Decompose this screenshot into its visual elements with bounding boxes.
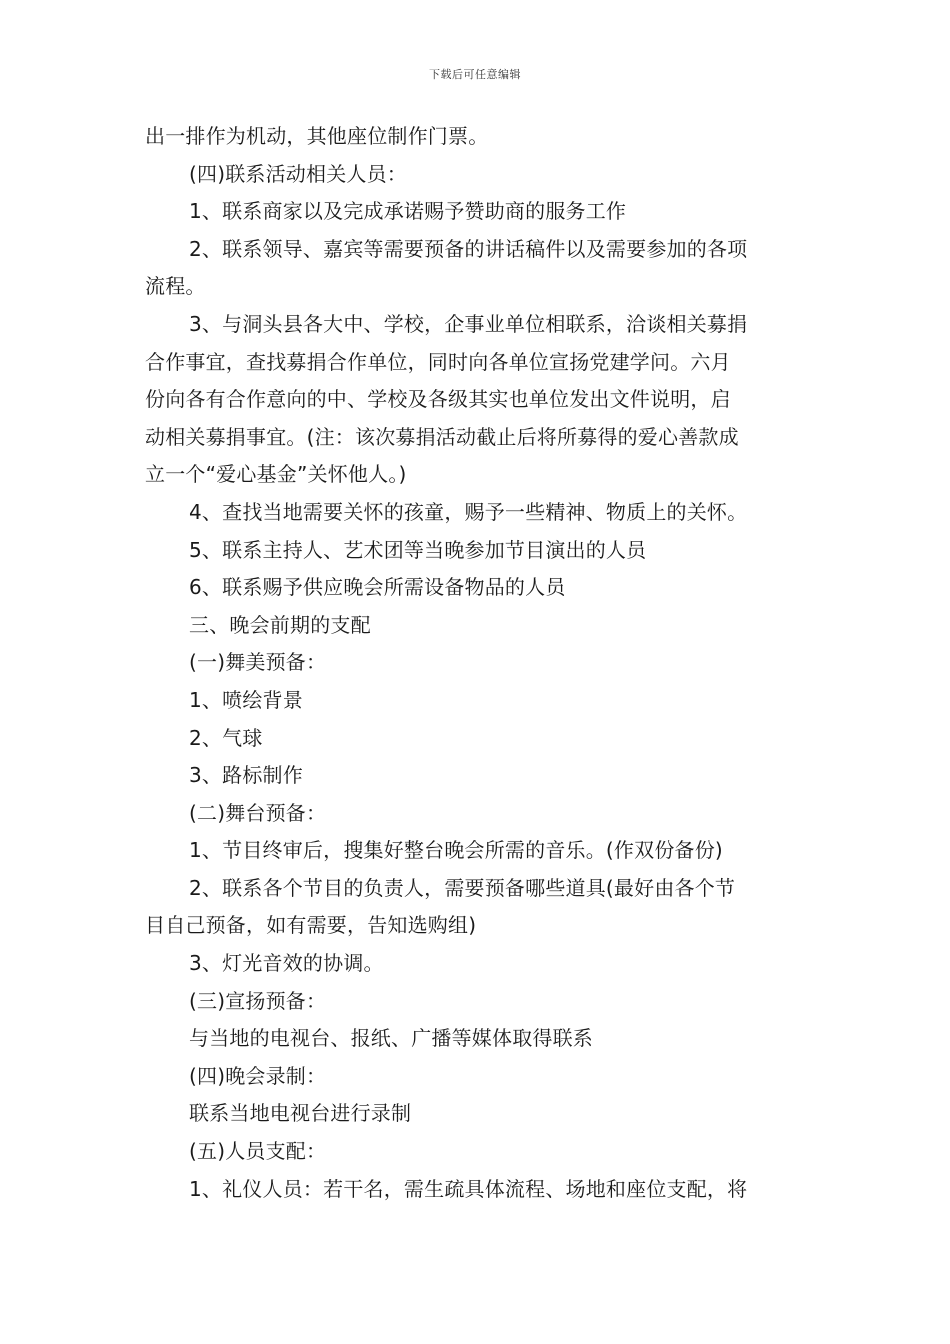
list-item: 1、联系商家以及完成承诺赐予赞助商的服务工作 [189, 199, 627, 224]
document-body [145, 118, 810, 1208]
paragraph-line: 与当地的电视台、报纸、广播等媒体取得联系 [189, 1026, 593, 1051]
section-heading: (四)联系活动相关人员： [189, 161, 408, 186]
section-heading: 三、晚会前期的支配 [189, 612, 371, 637]
paragraph-line: 动相关募捐事宜。(注：该次募捐活动截止后将所募得的爱心善款成 [145, 424, 739, 449]
paragraph-line: 份向各有合作意向的中、学校及各级其实也单位发出文件说明，启 [145, 387, 731, 412]
list-item: 1、礼仪人员：若干名，需生疏具体流程、场地和座位支配，将 [189, 1176, 748, 1201]
paragraph-line: 联系当地电视台进行录制 [189, 1101, 412, 1126]
list-item: 2、联系各个节目的负责人，需要预备哪些道具(最好由各个节 [189, 875, 736, 900]
list-item: 6、联系赐予供应晚会所需设备物品的人员 [189, 575, 566, 600]
paragraph-line: 出一排作为机动，其他座位制作门票。 [145, 124, 489, 148]
list-item: 3、路标制作 [189, 763, 303, 788]
list-item: 5、联系主持人、艺术团等当晚参加节目演出的人员 [189, 537, 647, 562]
list-item: 3、灯光音效的协调。 [189, 951, 384, 976]
page-header-note: 下载后可任意编辑 [429, 68, 521, 81]
list-item: 1、喷绘背景 [189, 687, 303, 712]
section-heading: (一)舞美预备： [189, 650, 327, 675]
section-heading: (五)人员支配： [189, 1139, 327, 1164]
list-item: 2、联系领导、嘉宾等需要预备的讲话稿件以及需要参加的各项 [189, 236, 748, 261]
paragraph-line: 流程。 [145, 274, 206, 299]
paragraph-line: 目自己预备，如有需要，告知选购组) [145, 913, 477, 938]
section-heading: (二)舞台预备： [189, 800, 327, 825]
section-heading: (三)宣扬预备： [189, 988, 327, 1013]
section-heading: (四)晚会录制： [189, 1063, 327, 1088]
paragraph-line: 合作事宜，查找募捐合作单位，同时向各单位宣扬党建学问。六月 [145, 349, 731, 374]
list-item: 1、节目终审后，搜集好整台晚会所需的音乐。(作双份备份) [189, 838, 723, 863]
paragraph-line: 立一个“爱心基金”关怀他人。) [145, 462, 407, 487]
list-item: 2、气球 [189, 725, 263, 750]
list-item: 3、与洞头县各大中、学校，企事业单位相联系，洽谈相关募捐 [189, 311, 748, 336]
list-item: 4、查找当地需要关怀的孩童，赐予一些精神、物质上的关怀。 [189, 499, 748, 524]
